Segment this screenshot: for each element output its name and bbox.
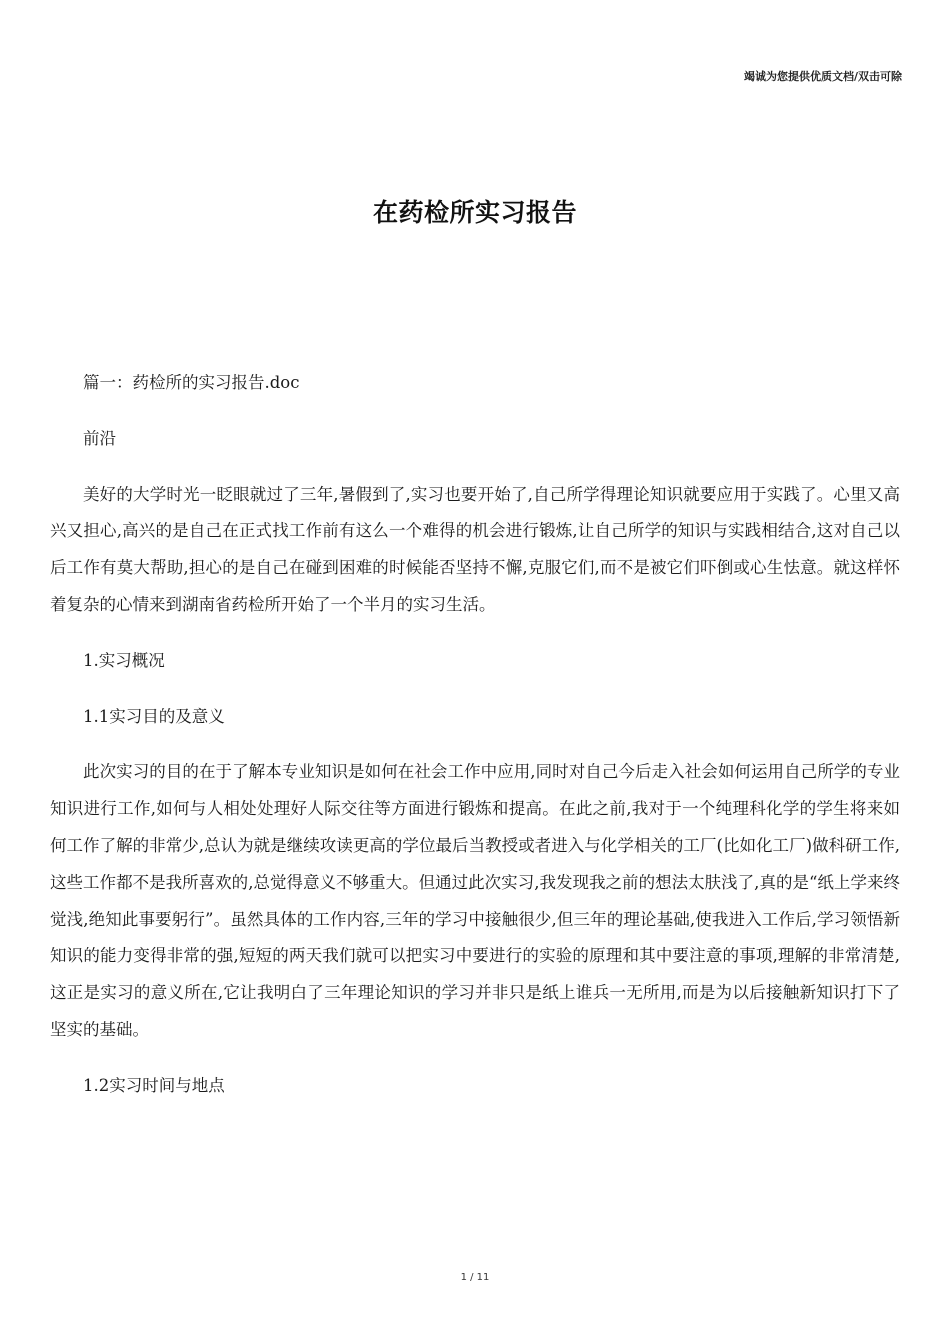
section-heading-part-one: 篇一：药检所的实习报告.doc bbox=[83, 373, 300, 392]
document-body bbox=[50, 365, 900, 1124]
heading-purpose: 1.1实习目的及意义 bbox=[83, 706, 225, 726]
heading-time-place: 1.2实习时间与地点 bbox=[83, 1075, 225, 1095]
heading-preface: 前沿 bbox=[83, 428, 116, 448]
heading-overview: 1.实习概况 bbox=[83, 650, 165, 670]
paragraph-intro: 美好的大学时光一眨眼就过了三年,暑假到了,实习也要开始了,自己所学得理论知识就要应用于实践了。心里又高兴又担心,高兴的是自己在正式找工作前有这么一个难得的机会进行锻炼,让自己所学的知识与实践相结合,这对自己以后工作有莫大帮助,担心的是自己在碰到困难的时候能否坚持不懈,克服它们,而不是被它们吓倒或心生怯意。就这样怀着复杂的心情来到湖南省药检所开始了一个半月的实习生活。 bbox=[50, 484, 900, 614]
page-indicator: 1 / 11 bbox=[460, 1272, 490, 1283]
header-note: 竭诚为您提供优质文档/双击可除 bbox=[743, 70, 902, 83]
document-title: 在药检所实习报告 bbox=[372, 198, 577, 227]
paragraph-purpose: 此次实习的目的在于了解本专业知识是如何在社会工作中应用,同时对自己今后走入社会如何运用自己所学的专业知识进行工作,如何与人相处处理好人际交往等方面进行锻炼和提高。在此之前,我对于一个纯理科化学的学生将来如何工作了解的非常少,总认为就是继续攻读更高的学位最后当教授或者进入与化学相关的工厂(比如化工厂)做科研工作,这些工作都不是我所喜欢的,总觉得意义不够重大。但通过此次实习,我发现我之前的想法太肤浅了,真的是“纸上学来终觉浅,绝知此事要躬行”。虽然具体的工作内容,三年的学习中接触很少,但三年的理论基础,使我进入工作后,学习领悟新知识的能力变得非常的强,短短的两天我们就可以把实习中要进行的实验的原理和其中要注意的事项,理解的非常清楚,这正是实习的意义所在,它让我明白了三年理论知识的学习并非只是纸上谁兵一无所用,而是为以后接触新知识打下了坚实的基础。 bbox=[50, 762, 900, 1039]
